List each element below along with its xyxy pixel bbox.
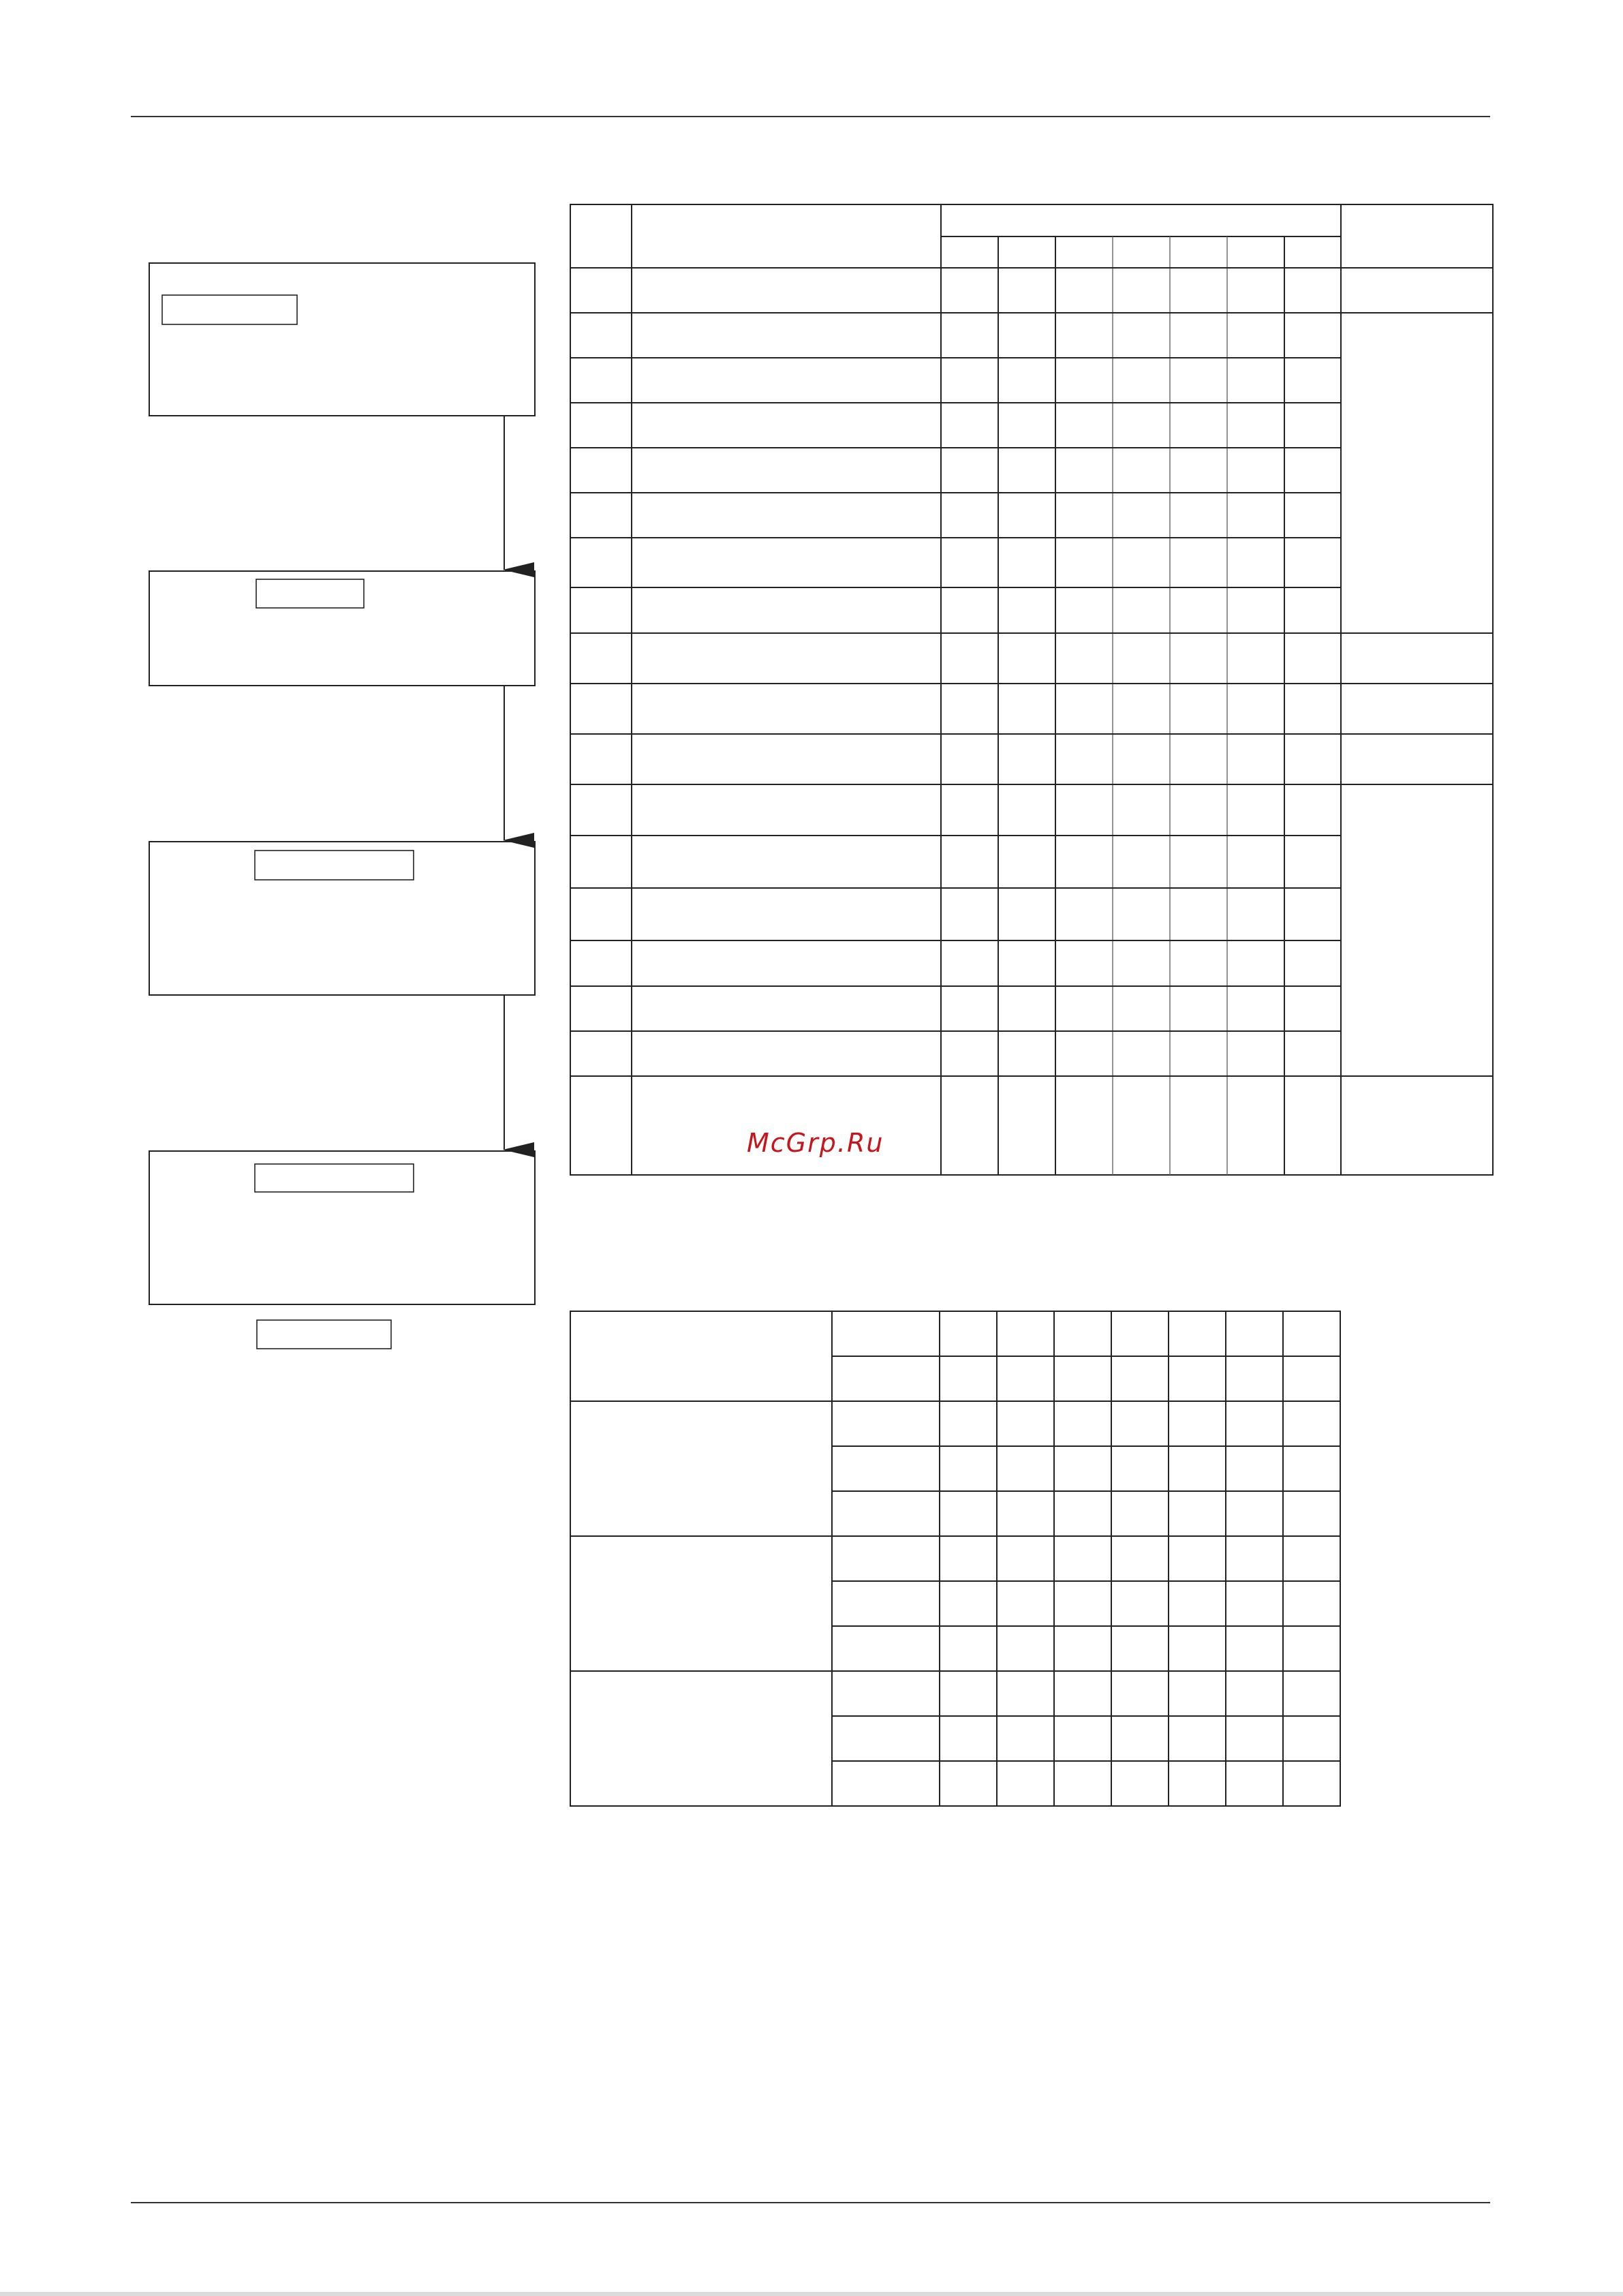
flow-end-label-box (257, 1320, 391, 1349)
flow-step-label-box (255, 851, 414, 880)
flow-step-box (149, 1151, 535, 1304)
upper-table-frame (570, 204, 1493, 1175)
flow-step-label-box (162, 295, 297, 324)
page-bottom-strip (0, 2292, 1623, 2296)
watermark-text: McGrp.Ru (747, 1128, 884, 1158)
lower-table-frame (570, 1311, 1340, 1806)
flow-step-label-box (256, 579, 364, 608)
lower-table (570, 1311, 1340, 1806)
flow-step-box (149, 263, 535, 416)
flow-step-box (149, 842, 535, 995)
flow-step-label-box (255, 1164, 414, 1192)
upper-table (570, 204, 1493, 1175)
flow-step-box (149, 571, 535, 686)
flowchart (149, 263, 535, 1349)
